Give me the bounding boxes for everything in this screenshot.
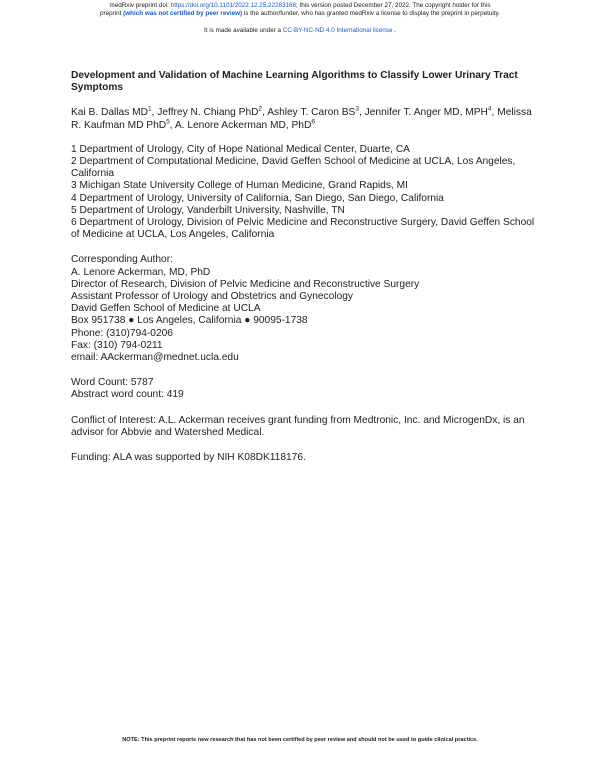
preprint-banner <box>0 2 600 19</box>
author-6-affil: 6 <box>311 118 315 126</box>
affiliation-4: 4 Department of Urology, University of California, San Diego, San Diego, California <box>71 192 444 204</box>
affiliation-5: 5 Department of Urology, Vanderbilt University, Nashville, TN <box>71 204 345 216</box>
license-suffix: . <box>392 27 396 34</box>
corresponding-email: email: AAckerman@mednet.ucla.edu <box>71 352 239 364</box>
abstract-word-count: Abstract word count: 419 <box>71 389 184 401</box>
preprint-footer-note: NOTE: This preprint reports new research that has not been certified by peer review and should not be used to guide clinical practice. <box>122 737 478 743</box>
author-5: Melissa R. Kaufman MD PhD$^5$, <box>71 107 532 131</box>
author-3-affil: 3 <box>355 106 359 114</box>
banner-preprint-prefix: preprint <box>100 10 124 18</box>
affiliation-6: 6 Department of Urology, Division of Pelvic Medicine and Reconstructive Surgery, David Geffen School of Medicine at UCLA, Los Angeles, California <box>71 217 535 241</box>
affiliation-1: 1 Department of Urology, City of Hope National Medical Center, Duarte, CA <box>71 143 410 155</box>
author-3: Ashley T. Caron $BS^3$, <box>267 106 365 119</box>
peer-review-note: (which was not certified by peer review) <box>123 10 243 18</box>
banner-license-text: is the author/funder, who has granted medRxiv a license to display the preprint in perpetuity. <box>242 10 500 18</box>
banner-doi-prefix: medRxiv preprint doi: <box>109 2 171 9</box>
author-1: Kai B. Dallas $MD^1$, <box>71 106 158 119</box>
corresponding-fax: Fax: (310) 794-0211 <box>71 339 163 351</box>
affiliation-2: 2 Department of Computational Medicine, David Geffen School of Medicine at UCLA, Los Angeles, California <box>71 156 516 180</box>
author-4-affil: 4 <box>487 106 492 114</box>
corresponding-institution: David Geffen School of Medicine at UCLA <box>71 303 261 315</box>
author-2-affil: 2 <box>258 106 263 114</box>
conflict-of-interest: Conflict of Interest: A.L. Ackerman receives grant funding from Medtronic, Inc. and MicrogenDx, is an advisor for Abbvie and Watershed Medical. <box>71 414 525 438</box>
funding-statement: Funding: ALA was supported by NIH K08DK118176. <box>71 452 306 464</box>
doi-link[interactable]: https://doi.org/10.1101/2022.12.25.22283168 <box>170 2 296 9</box>
author-6: A. Lenore Ackerman MD, PhD$^6$ <box>174 118 315 131</box>
banner-version-text: ; this version posted December 27, 2022. The copyright holder for this <box>295 2 491 9</box>
corresponding-title-2: Assistant Professor of Urology and Obstetrics and Gynecology <box>71 291 353 303</box>
author-1-affil: 1 <box>148 106 152 114</box>
corresponding-address: Box 951738 ● Los Angeles, California ● 90095-1738 <box>71 315 308 327</box>
corresponding-phone: Phone: (310)794-0206 <box>71 327 173 339</box>
affiliation-list <box>71 144 541 242</box>
affiliation-3: 3 Michigan State University College of Human Medicine, Grand Rapids, MI <box>71 180 408 192</box>
author-list <box>71 107 541 131</box>
word-count: Word Count: 5787 <box>71 377 154 389</box>
license-link[interactable]: CC-BY-NC-ND 4.0 International license <box>282 27 393 34</box>
license-prefix: It is made available under a <box>204 27 283 34</box>
author-2: Jeffrey N. Chiang PhD$^2$, <box>157 106 268 119</box>
corresponding-heading: Corresponding Author: <box>71 254 173 266</box>
banner-line-1 <box>0 2 600 10</box>
author-5-affil: 5 <box>166 118 170 126</box>
paper-content <box>71 70 541 477</box>
corresponding-title-1: Director of Research, Division of Pelvic Medicine and Reconstructive Surgery <box>71 278 420 290</box>
author-4: Jennifer T. Anger MD, MPH$^4$, <box>364 106 498 119</box>
word-count-block <box>71 377 541 401</box>
license-line <box>0 27 600 34</box>
corresponding-author-block <box>71 254 541 364</box>
banner-line-2 <box>0 10 600 18</box>
paper-title: Development and Validation of Machine Learning Algorithms to Classify Lower Urinary Tract Symptoms <box>71 70 518 94</box>
corresponding-name: A. Lenore Ackerman, MD, PhD <box>71 266 211 278</box>
